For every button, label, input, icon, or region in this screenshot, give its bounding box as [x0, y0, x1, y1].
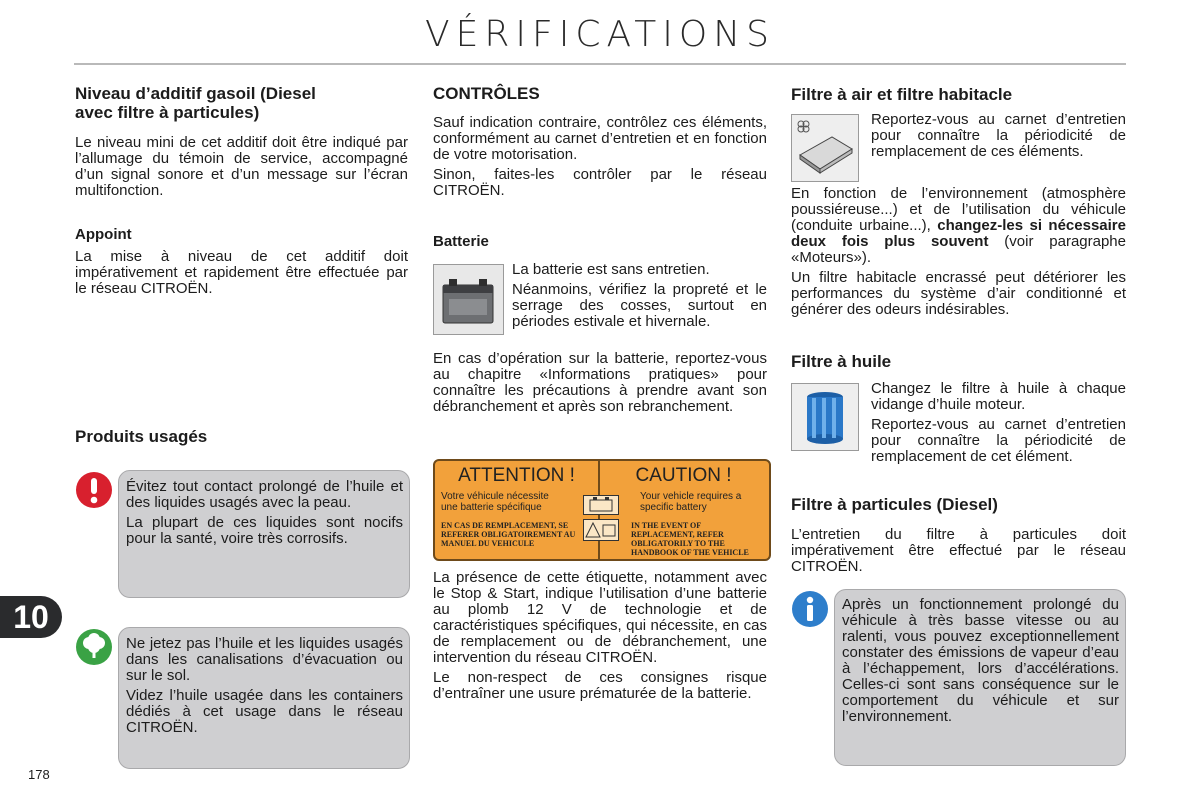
warning-icon: [75, 471, 113, 509]
oil-filter-icon: [791, 383, 859, 451]
filtre-air-p3: Un filtre habitacle encrassé peut détériorer les performances du système d’air conditionné et générer des odeurs indésirables.: [791, 269, 1126, 318]
produits-title: Produits usagés: [75, 427, 208, 446]
appoint-section: [75, 226, 408, 297]
filtre-particules-title: Filtre à particules (Diesel): [791, 495, 998, 514]
appoint-body: La mise à niveau de cet additif doit impérativement et rapidement être effectuée par le réseau CITROËN.: [75, 248, 408, 297]
batterie-title: Batterie: [433, 233, 489, 250]
additif-section: [75, 84, 408, 199]
label-fr-caps: EN CAS DE REMPLACEMENT, SE REFERER OBLIGATOIREMENT AU MANUEL DU VEHICULE: [441, 521, 576, 548]
page-number: 178: [28, 767, 50, 782]
filtre-huile-title: Filtre à huile: [791, 352, 892, 371]
filtre-huile-p1: Changez le filtre à huile à chaque vidange d’huile moteur.: [871, 380, 1126, 413]
battery-symbol-icon: [583, 495, 619, 515]
warning-p1: Évitez tout contact prolongé de l’huile et des liquides usagés avec la peau.: [126, 478, 403, 511]
eco-p2: Videz l’huile usagée dans les containers dédiés à cet usage dans le réseau CITROËN.: [126, 687, 403, 736]
warning-text: [126, 479, 403, 547]
controles-title: CONTRÔLES: [433, 84, 540, 103]
filtre-air-p1: Reportez-vous au carnet d’entretien pour connaître la périodicité de remplacement de ces éléments.: [871, 111, 1126, 160]
label-attention: ATTENTION !: [458, 465, 575, 486]
additif-title: Niveau d’additif gasoil (Diesel avec filtre à particules): [75, 84, 316, 122]
page-title: VÉRIFICATIONS: [424, 14, 776, 55]
label-en-caps: IN THE EVENT OF REPLACEMENT, REFER OBLIGATORILY TO THE HANDBOOK OF THE VEHICLE: [631, 521, 749, 557]
controles-section: [433, 84, 767, 199]
tree-icon: [75, 628, 113, 666]
info-icon: [791, 590, 829, 628]
battery-label: [433, 459, 771, 561]
filtre-particules-p1: L’entretien du filtre à particules doit impérativement être effectué par le réseau CITROËN.: [791, 526, 1126, 575]
additif-body: Le niveau mini de cet additif doit être indiqué par l’allumage du témoin de service, accompagné d’un signal sonore et d’un message sur l’écran multifonction.: [75, 134, 408, 199]
eco-p1: Ne jetez pas l’huile et les liquides usagés dans les canalisations d’évacuation ou sur le sol.: [126, 635, 403, 684]
filtre-huile-text: [871, 381, 1126, 465]
info-text: Après un fonctionnement prolongé du véhicule à très basse vitesse ou au ralenti, vous pouvez exceptionnellement constater des émissions de vapeur d’eau à l’échappement, lors d’accélérations. Celles-ci sont sans conséquence sur le comportement du véhicule et sur l’environnement.: [842, 596, 1119, 725]
controles-p2: Sinon, faites-les contrôler par le réseau CITROËN.: [433, 166, 767, 199]
label-caution: CAUTION !: [635, 465, 732, 486]
stopstart-p2: Le non-respect de ces consignes risque d’entraîner une usure prématurée de la batterie.: [433, 669, 767, 702]
filtre-air-title: Filtre à air et filtre habitacle: [791, 85, 1013, 104]
air-filter-icon: [791, 114, 859, 182]
filtre-air-p2: En fonction de l’environnement (atmosphère poussiéreuse...) et de l’utilisation du véhicule (conduite urbaine...), changez-les si nécessaire deux fois plus souvent (voir paragraphe «Moteurs»).: [791, 185, 1126, 266]
warning-p2: La plupart de ces liquides sont nocifs pour la santé, voire très corrosifs.: [126, 514, 403, 547]
battery-icon: [433, 264, 504, 335]
stopstart-p1: La présence de cette étiquette, notamment avec le Stop & Start, indique l’utilisation d’une batterie au plomb 12 V de technologie et de caractéristiques spécifiques, qui nécessite, en cas de remplacement ou de débranchement, une intervention du réseau CITROËN.: [433, 569, 767, 666]
appoint-title: Appoint: [75, 226, 132, 243]
batterie-p1: La batterie est sans entretien.: [512, 261, 710, 278]
label-en-line: Your vehicle requires a specific battery: [640, 491, 742, 513]
controles-p1: Sauf indication contraire, contrôlez ces éléments, conformément au carnet d’entretien et en fonction de votre motorisation.: [433, 114, 767, 163]
batterie-side-text: [512, 262, 767, 330]
header-divider: [74, 63, 1126, 65]
stopstart-section: [433, 570, 767, 702]
batterie-p3: En cas d’opération sur la batterie, reportez-vous au chapitre «Informations pratiques» pour connaître les précautions à prendre avant son débranchement et après son rebranchement.: [433, 350, 767, 415]
batterie-p2: Néanmoins, vérifiez la propreté et le serrage des cosses, surtout en périodes estivale et hivernale.: [512, 281, 767, 330]
filtre-air-section: [791, 186, 1126, 318]
label-fr-line: Votre véhicule nécessite une batterie spécifique: [441, 491, 549, 513]
filtre-huile-p2: Reportez-vous au carnet d’entretien pour connaître la périodicité de remplacement de cet élément.: [871, 416, 1126, 465]
chapter-badge: 10: [0, 596, 62, 638]
manual-warning-icon: [583, 519, 619, 541]
eco-text: [126, 636, 403, 736]
